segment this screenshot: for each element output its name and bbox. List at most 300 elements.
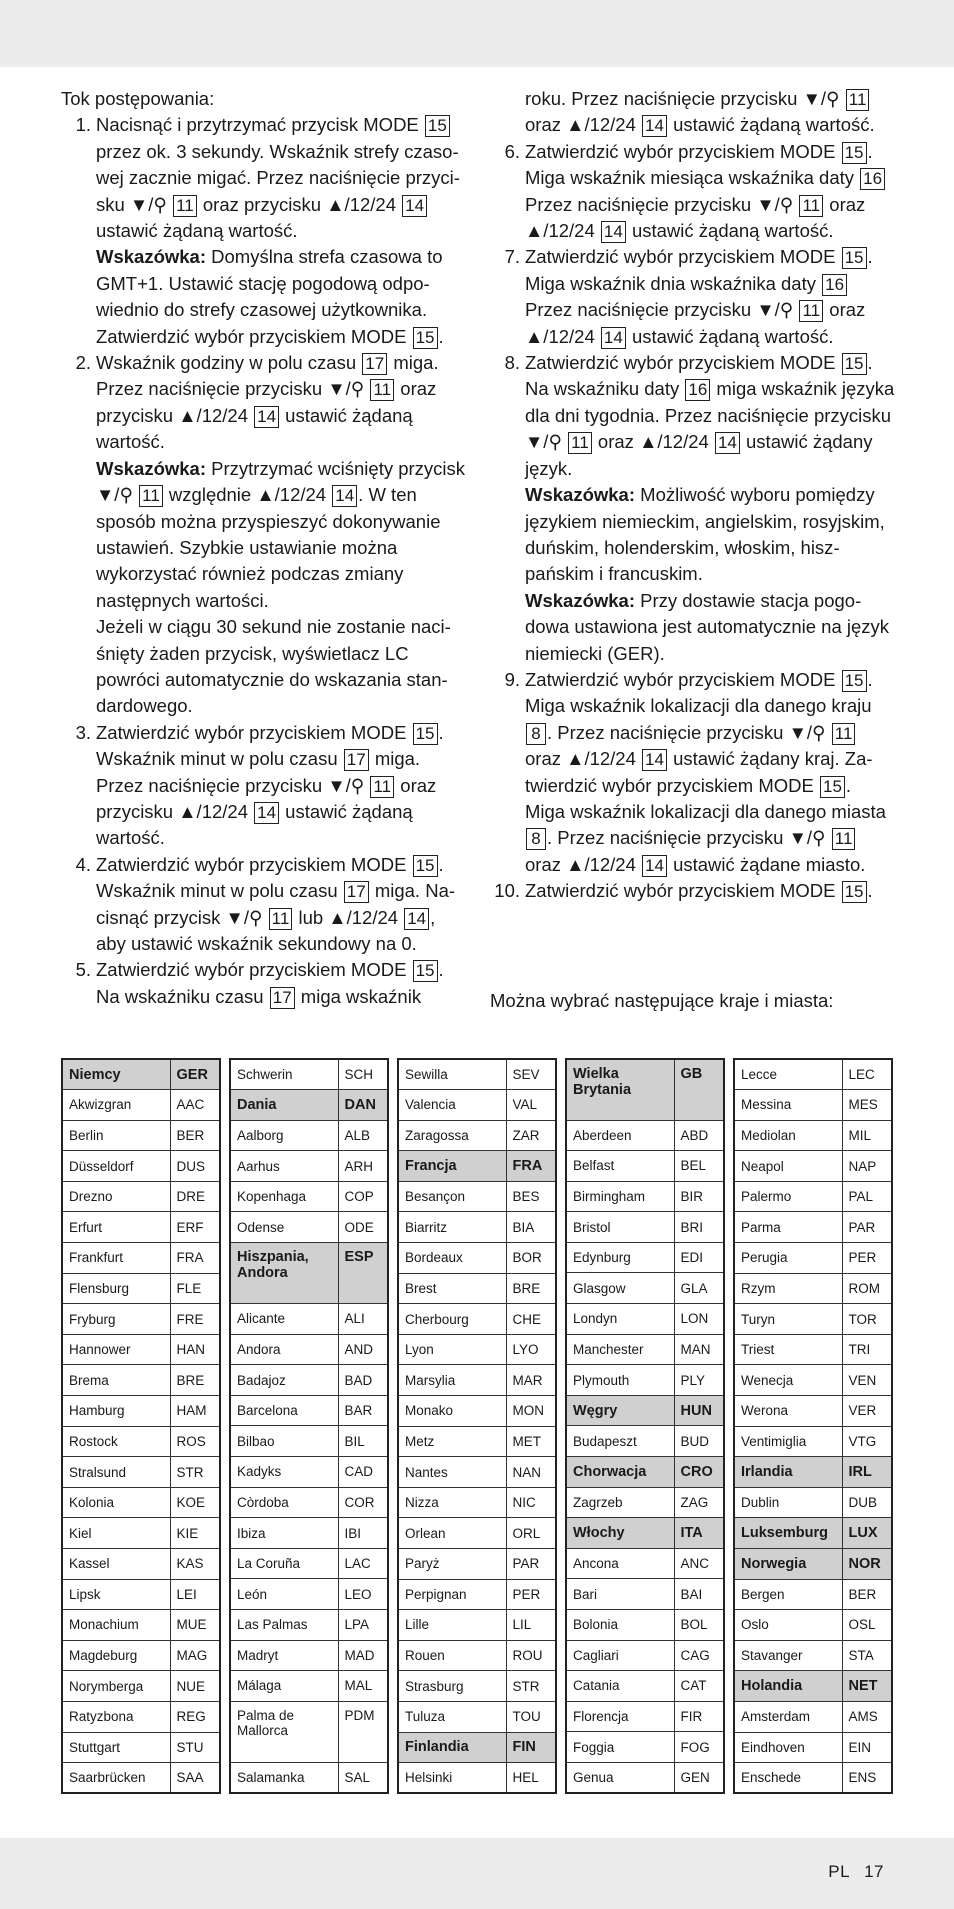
city-row	[566, 1732, 724, 1763]
location-table	[733, 1058, 893, 1794]
country-row	[566, 1059, 724, 1120]
place-code: MET	[506, 1426, 556, 1457]
place-name: Madryt	[230, 1640, 338, 1671]
place-code: ENS	[842, 1763, 892, 1794]
step-item	[61, 852, 466, 958]
place-code: PAR	[506, 1549, 556, 1580]
place-name: Finlandia	[398, 1732, 506, 1763]
part-number-box: 16	[822, 274, 847, 296]
place-code: DUS	[170, 1151, 220, 1182]
city-row	[398, 1579, 556, 1610]
place-code: GER	[170, 1059, 220, 1090]
place-name: Tuluza	[398, 1701, 506, 1732]
place-code: IBI	[338, 1518, 388, 1549]
city-row	[566, 1334, 724, 1365]
country-row	[230, 1090, 388, 1121]
city-row	[230, 1671, 388, 1702]
place-name: Stuttgart	[62, 1732, 170, 1763]
city-row	[734, 1212, 892, 1243]
place-name: Genua	[566, 1762, 674, 1793]
part-number-box: 14	[642, 749, 667, 771]
part-number-box: 11	[139, 485, 163, 507]
city-row	[398, 1273, 556, 1304]
city-row	[230, 1151, 388, 1182]
country-row	[566, 1518, 724, 1549]
place-name: Birmingham	[566, 1181, 674, 1212]
place-name: Frankfurt	[62, 1243, 170, 1274]
place-name: Cherbourg	[398, 1304, 506, 1335]
place-name: Kiel	[62, 1518, 170, 1549]
city-row	[398, 1671, 556, 1702]
place-name: Monako	[398, 1396, 506, 1427]
place-code: VER	[842, 1396, 892, 1427]
place-code: LEO	[338, 1579, 388, 1610]
place-code: LIL	[506, 1610, 556, 1641]
place-code: LON	[674, 1304, 724, 1335]
part-number-box: 15	[413, 723, 438, 745]
step-number: 4.	[75, 853, 91, 875]
place-code: MES	[842, 1090, 892, 1121]
city-row	[398, 1059, 556, 1090]
list-intro: Można wybrać następujące kraje i miasta:	[490, 990, 834, 1011]
city-row	[230, 1548, 388, 1579]
step-text: Jeżeli w ciągu 30 sekund nie zostanie naciśnięty żaden przycisk, wyświetlacz LC powróci automatycznie do wskazania standardowego.	[96, 616, 451, 717]
city-row	[62, 1334, 220, 1365]
place-code: FRA	[170, 1243, 220, 1274]
place-name: Alicante	[230, 1304, 338, 1335]
place-code: COP	[338, 1181, 388, 1212]
place-code: ESP	[338, 1243, 388, 1304]
city-row	[734, 1120, 892, 1151]
place-code: BER	[170, 1120, 220, 1151]
place-code: HAN	[170, 1334, 220, 1365]
place-code: LUX	[842, 1518, 892, 1549]
place-name: Brema	[62, 1365, 170, 1396]
city-row	[230, 1120, 388, 1151]
country-row	[398, 1732, 556, 1763]
location-table	[229, 1058, 389, 1794]
step-text: Wskazówka: Możliwość wyboru pomiędzy językiem niemieckim, angielskim, rosyjskim, duńskim, holenderskim, włoskim, hiszpańskim i francuskim.	[525, 484, 885, 585]
place-code: REG	[170, 1701, 220, 1732]
country-row	[62, 1059, 220, 1090]
language-code: PL	[828, 1862, 851, 1881]
part-number-box: 8	[526, 723, 546, 745]
step-item	[490, 350, 895, 667]
city-row	[398, 1518, 556, 1549]
city-row	[566, 1181, 724, 1212]
place-name: Ratyzbona	[62, 1701, 170, 1732]
city-row	[566, 1548, 724, 1579]
place-name: Bari	[566, 1579, 674, 1610]
place-name: Kassel	[62, 1549, 170, 1580]
place-code: BAR	[338, 1395, 388, 1426]
place-name: Nantes	[398, 1457, 506, 1488]
city-row	[62, 1426, 220, 1457]
place-name: Palma de Mallorca	[230, 1701, 338, 1762]
place-code: ZAG	[674, 1487, 724, 1518]
part-number-box: 14	[254, 802, 279, 824]
place-code: BRE	[170, 1365, 220, 1396]
country-row	[230, 1243, 388, 1304]
city-row	[566, 1762, 724, 1793]
place-code: MAL	[338, 1671, 388, 1702]
part-number-box: 14	[402, 195, 427, 217]
place-name: Lille	[398, 1610, 506, 1641]
place-code: TRI	[842, 1334, 892, 1365]
place-code: HEL	[506, 1763, 556, 1794]
city-row	[62, 1518, 220, 1549]
place-code: PER	[506, 1579, 556, 1610]
step-number: 5.	[75, 959, 91, 981]
top-band	[0, 0, 954, 67]
part-number-box: 14	[404, 908, 429, 930]
place-name: Lipsk	[62, 1579, 170, 1610]
place-name: Glasgow	[566, 1273, 674, 1304]
place-name: Rouen	[398, 1640, 506, 1671]
place-code: HAM	[170, 1396, 220, 1427]
part-number-box: 11	[568, 432, 592, 454]
place-name: Belfast	[566, 1151, 674, 1182]
place-name: Stavanger	[734, 1640, 842, 1671]
place-code: BEL	[674, 1151, 724, 1182]
place-code: NUE	[170, 1671, 220, 1702]
place-code: KIE	[170, 1518, 220, 1549]
place-name: Norwegia	[734, 1549, 842, 1580]
place-name: Dublin	[734, 1487, 842, 1518]
part-number-box: 14	[642, 115, 667, 137]
place-name: Budapeszt	[566, 1426, 674, 1457]
step-item	[61, 350, 466, 720]
place-code: SAA	[170, 1763, 220, 1794]
place-name: Niemcy	[62, 1059, 170, 1090]
city-row	[398, 1212, 556, 1243]
place-code: BRI	[674, 1212, 724, 1243]
place-name: Wielka Brytania	[566, 1059, 674, 1120]
step-text: Zatwierdzić wybór przyciskiem MODE 15 . Miga wskaźnik dnia wskaźnika daty 16 Przez naciśnięcie przycisku ▼/⚲ 11 oraz ▲/12/24 14 ustawić żądaną wartość.	[525, 246, 873, 347]
place-name: Edynburg	[566, 1242, 674, 1273]
city-row	[566, 1640, 724, 1671]
part-number-box: 14	[642, 855, 667, 877]
part-number-box: 17	[344, 881, 369, 903]
city-row	[734, 1334, 892, 1365]
place-code: STU	[170, 1732, 220, 1763]
place-code: BIR	[674, 1181, 724, 1212]
city-row	[230, 1059, 388, 1090]
part-number-box: 11	[832, 723, 856, 745]
place-name: Akwizgran	[62, 1090, 170, 1121]
place-code: CRO	[674, 1457, 724, 1488]
place-name: Nizza	[398, 1487, 506, 1518]
place-code: VTG	[842, 1426, 892, 1457]
place-name: Hannower	[62, 1334, 170, 1365]
place-code: SAL	[338, 1762, 388, 1793]
place-code: BES	[506, 1181, 556, 1212]
city-row	[734, 1640, 892, 1671]
place-code: MIL	[842, 1120, 892, 1151]
place-name: Ancona	[566, 1548, 674, 1579]
step-text: Zatwierdzić wybór przyciskiem MODE 15 . Na wskaźniku daty 16 miga wskaźnik języka dla dni tygodnia. Przez naciśnięcie przycisku ▼/⚲ 11 oraz ▲/12/24 14 ustawić żądany język.	[525, 352, 895, 479]
country-row	[734, 1549, 892, 1580]
place-code: BAI	[674, 1579, 724, 1610]
place-name: Neapol	[734, 1151, 842, 1182]
step-number: 1.	[75, 114, 91, 136]
place-code: GEN	[674, 1762, 724, 1793]
part-number-box: 16	[685, 379, 710, 401]
place-code: PAL	[842, 1181, 892, 1212]
place-name: Málaga	[230, 1671, 338, 1702]
country-row	[734, 1671, 892, 1702]
hint-label: Wskazówka:	[96, 246, 207, 268]
place-code: HUN	[674, 1395, 724, 1426]
city-row	[62, 1671, 220, 1702]
city-row	[62, 1120, 220, 1151]
place-code: LYO	[506, 1334, 556, 1365]
place-code: NET	[842, 1671, 892, 1702]
place-name: Paryż	[398, 1549, 506, 1580]
place-code: CAG	[674, 1640, 724, 1671]
step-text: Zatwierdzić wybór przyciskiem MODE 15 . Miga wskaźnik lokalizacji dla danego kraju 8 . Przez naciśnięcie przycisku ▼/⚲ 11 oraz ▲/12/24 14 ustawić żądany kraj. Zatwierdzić wybór przyciskiem MODE 15 . Miga wskaźnik lokalizacji dla danego miasta 8 . Przez naciśnięcie przycisku ▼/⚲ 11 oraz ▲/12/24 14 ustawić żądane miasto.	[525, 668, 886, 875]
city-row	[62, 1396, 220, 1427]
place-name: Aarhus	[230, 1151, 338, 1182]
place-name: Salamanka	[230, 1762, 338, 1793]
part-number-box: 11	[269, 908, 293, 930]
step-text: Zatwierdzić wybór przyciskiem MODE 15 . Miga wskaźnik miesiąca wskaźnika daty 16 Przez naciśnięcie przycisku ▼/⚲ 11 oraz ▲/12/24 14 ustawić żądaną wartość.	[525, 139, 895, 245]
place-code: ROS	[170, 1426, 220, 1457]
city-row	[230, 1518, 388, 1549]
place-code: BOL	[674, 1610, 724, 1641]
part-number-box: 11	[370, 379, 394, 401]
part-number-box: 15	[413, 960, 438, 982]
part-number-box: 16	[860, 168, 885, 190]
place-name: Stralsund	[62, 1457, 170, 1488]
place-name: Dania	[230, 1090, 338, 1121]
part-number-box: 15	[820, 776, 845, 798]
place-code: PDM	[338, 1701, 388, 1762]
place-name: Brest	[398, 1273, 506, 1304]
place-name: Bolonia	[566, 1610, 674, 1641]
place-name: Aalborg	[230, 1120, 338, 1151]
place-code: MUE	[170, 1610, 220, 1641]
place-name: Perpignan	[398, 1579, 506, 1610]
city-row	[230, 1487, 388, 1518]
city-row	[734, 1181, 892, 1212]
location-table	[61, 1058, 221, 1794]
place-code: PER	[842, 1243, 892, 1274]
city-row	[566, 1701, 724, 1732]
city-row	[398, 1090, 556, 1121]
place-code: ANC	[674, 1548, 724, 1579]
place-code: BIA	[506, 1212, 556, 1243]
place-name: Strasburg	[398, 1671, 506, 1702]
city-row	[734, 1304, 892, 1335]
place-code: MAN	[674, 1334, 724, 1365]
place-code: ZAR	[506, 1120, 556, 1151]
place-name: Kolonia	[62, 1487, 170, 1518]
step-number: 9.	[504, 668, 520, 690]
city-row	[62, 1181, 220, 1212]
place-code: MAR	[506, 1365, 556, 1396]
city-row	[566, 1304, 724, 1335]
place-name: León	[230, 1579, 338, 1610]
place-code: AND	[338, 1334, 388, 1365]
city-row	[62, 1763, 220, 1794]
city-row	[398, 1701, 556, 1732]
place-name: Enschede	[734, 1763, 842, 1794]
place-name: Eindhoven	[734, 1732, 842, 1763]
location-table	[565, 1058, 725, 1794]
place-name: Fryburg	[62, 1304, 170, 1335]
place-name: Lecce	[734, 1059, 842, 1090]
city-row	[230, 1579, 388, 1610]
place-code: BIL	[338, 1426, 388, 1457]
place-code: PAR	[842, 1212, 892, 1243]
city-row	[398, 1365, 556, 1396]
place-code: AMS	[842, 1701, 892, 1732]
place-code: LPA	[338, 1610, 388, 1641]
left-column	[61, 86, 466, 1010]
place-name: Sewilla	[398, 1059, 506, 1090]
place-name: Turyn	[734, 1304, 842, 1335]
city-row	[734, 1396, 892, 1427]
steps-list-continued	[490, 139, 895, 905]
place-name: Metz	[398, 1426, 506, 1457]
place-name: Andora	[230, 1334, 338, 1365]
part-number-box: 8	[526, 828, 546, 850]
part-number-box: 15	[842, 881, 867, 903]
place-name: Francja	[398, 1151, 506, 1182]
place-code: ALI	[338, 1304, 388, 1335]
part-number-box: 17	[270, 987, 295, 1009]
step-item	[61, 112, 466, 350]
step-number: 6.	[504, 140, 520, 162]
place-code: LEC	[842, 1059, 892, 1090]
place-name: Aberdeen	[566, 1120, 674, 1151]
place-name: Marsylia	[398, 1365, 506, 1396]
place-name: Valencia	[398, 1090, 506, 1121]
city-row	[398, 1120, 556, 1151]
place-code: ARH	[338, 1151, 388, 1182]
part-number-box: 15	[842, 670, 867, 692]
part-number-box: 11	[799, 195, 823, 217]
city-row	[566, 1212, 724, 1243]
place-code: EDI	[674, 1242, 724, 1273]
place-name: Triest	[734, 1334, 842, 1365]
place-code: NAP	[842, 1151, 892, 1182]
step-number: 10.	[494, 880, 520, 902]
place-name: Schwerin	[230, 1059, 338, 1090]
city-row	[398, 1426, 556, 1457]
place-name: Cagliari	[566, 1640, 674, 1671]
place-code: KAS	[170, 1549, 220, 1580]
place-code: BOR	[506, 1243, 556, 1274]
place-code: LAC	[338, 1548, 388, 1579]
place-name: Berlin	[62, 1120, 170, 1151]
step-item	[490, 139, 895, 245]
place-name: Kopenhaga	[230, 1181, 338, 1212]
place-name: Włochy	[566, 1518, 674, 1549]
step-item	[61, 957, 466, 1010]
place-code: GLA	[674, 1273, 724, 1304]
place-name: La Coruña	[230, 1548, 338, 1579]
place-name: Biarritz	[398, 1212, 506, 1243]
step-number: 3.	[75, 721, 91, 743]
place-code: VAL	[506, 1090, 556, 1121]
place-code: ERF	[170, 1212, 220, 1243]
place-name: Plymouth	[566, 1365, 674, 1396]
country-row	[566, 1457, 724, 1488]
place-name: Bordeaux	[398, 1243, 506, 1274]
city-row	[398, 1304, 556, 1335]
part-number-box: 11	[799, 300, 823, 322]
step-text: Wskaźnik godziny w polu czasu 17 miga. Przez naciśnięcie przycisku ▼/⚲ 11 oraz przycisku ▲/12/24 14 ustawić żądaną wartość.	[96, 352, 439, 453]
part-number-box: 15	[413, 855, 438, 877]
city-row	[398, 1396, 556, 1427]
right-column	[490, 86, 895, 905]
page-number: 17	[864, 1862, 884, 1881]
city-row	[230, 1762, 388, 1793]
place-name: Bilbao	[230, 1426, 338, 1457]
place-code: AAC	[170, 1090, 220, 1121]
part-number-box: 15	[842, 247, 867, 269]
place-code: NOR	[842, 1549, 892, 1580]
part-number-box: 14	[715, 432, 740, 454]
part-number-box: 17	[344, 749, 369, 771]
city-row	[62, 1151, 220, 1182]
place-code: BER	[842, 1579, 892, 1610]
place-code: CAT	[674, 1671, 724, 1702]
page-footer	[828, 1862, 884, 1882]
city-row	[398, 1487, 556, 1518]
step-text: Wskazówka: Przytrzymać wciśnięty przycisk ▼/⚲ 11 względnie ▲/12/24 14 . W ten sposób można przyspieszyć dokonywanie ustawień. Szybkie ustawianie można wykorzystać również podczas zmiany następnych wartości.	[96, 457, 466, 611]
hint-label: Wskazówka:	[525, 589, 636, 611]
place-code: DUB	[842, 1487, 892, 1518]
city-row	[566, 1610, 724, 1641]
place-name: Bristol	[566, 1212, 674, 1243]
place-name: Hamburg	[62, 1396, 170, 1427]
place-code: FRA	[506, 1151, 556, 1182]
city-row	[566, 1242, 724, 1273]
place-name: Lyon	[398, 1334, 506, 1365]
city-row	[230, 1610, 388, 1641]
place-code: STR	[506, 1671, 556, 1702]
place-name: Düsseldorf	[62, 1151, 170, 1182]
city-row	[566, 1579, 724, 1610]
place-name: Saarbrücken	[62, 1763, 170, 1794]
place-name: Magdeburg	[62, 1640, 170, 1671]
place-code: ORL	[506, 1518, 556, 1549]
part-number-box: 17	[362, 353, 387, 375]
place-code: ABD	[674, 1120, 724, 1151]
place-name: Helsinki	[398, 1763, 506, 1794]
city-row	[230, 1365, 388, 1396]
city-row	[734, 1090, 892, 1121]
place-name: Amsterdam	[734, 1701, 842, 1732]
place-code: IRL	[842, 1457, 892, 1488]
city-row	[734, 1610, 892, 1641]
city-row	[62, 1457, 220, 1488]
place-code: MAG	[170, 1640, 220, 1671]
country-row	[566, 1395, 724, 1426]
place-code: NAN	[506, 1457, 556, 1488]
hint-label: Wskazówka:	[96, 457, 207, 479]
place-name: Flensburg	[62, 1273, 170, 1304]
location-table	[397, 1058, 557, 1794]
part-number-box: 14	[332, 485, 357, 507]
place-name: Drezno	[62, 1181, 170, 1212]
place-name: Catania	[566, 1671, 674, 1702]
city-row	[398, 1334, 556, 1365]
hint-label: Wskazówka:	[525, 484, 636, 506]
